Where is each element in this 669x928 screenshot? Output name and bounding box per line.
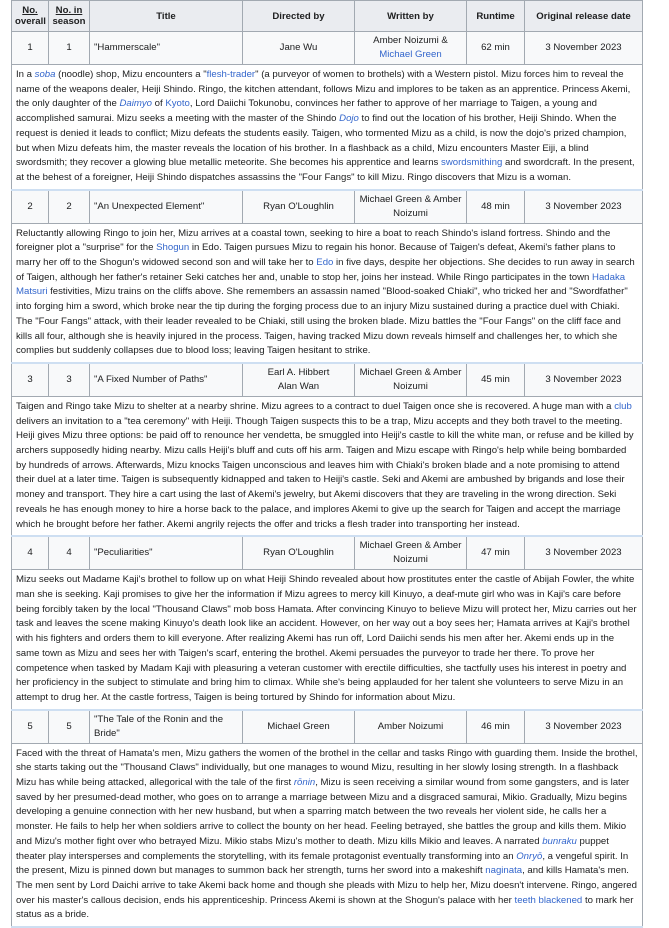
text-run: and swordcraft. In the present, at the behest of a foreigner, Heiji Shindo dispatches assassins the "Four Fangs" to kill Mizu. Ringo discovers that Mizu is a woman. [16, 157, 635, 183]
director-name: Ryan O'Loughlin [263, 200, 334, 212]
wiki-link[interactable]: club [614, 400, 632, 412]
wiki-link[interactable]: Dojo [339, 113, 359, 125]
episode-summary [12, 65, 643, 190]
episode-runtime: 48 min [467, 190, 525, 224]
episode-row [12, 190, 643, 224]
episode-number-overall: 1 [12, 32, 49, 65]
episode-number-overall: 3 [12, 363, 49, 397]
episode-number-season: 5 [49, 710, 90, 744]
episode-summary [12, 570, 643, 710]
episode-list [12, 32, 643, 928]
wiki-link[interactable]: Onryō [516, 850, 543, 862]
episode-release-date: 3 November 2023 [525, 32, 643, 65]
episode-directed-by [243, 190, 355, 224]
text-run: , Mizu is seen receiving a similar wound from some gangsters, and is later saved by her presumed-dead mother, who goes on to arrange a marriage between Mizu and a disgraced samurai, Mikio. Gradually, Mizu begins developing a genuine connection with her new husband, but when a sparring match between the two reveals her violent side, he calls her a monster. He fails to help her when soldiers arrive to collect the bounty on her head. Feeling betrayed, she battles the group and kills them. Mikio and Mizu's mother fight over who betrayed Mizu. Mikio stabs Mizu's mother to death. Mizu kills Mikio and leaves. A narrated [16, 777, 630, 847]
episode-summary-row [12, 223, 643, 363]
episode-number-overall: 2 [12, 190, 49, 224]
text-run: Reluctantly allowing Ringo to join her, Mizu arrives at a coastal town, seeking to hire a boat to reach Shindo's island fortress. Shindo and the foreigner plot a "surprise" for the [16, 227, 611, 254]
text-run: of [152, 98, 166, 110]
episode-title: "Peculiarities" [90, 536, 243, 570]
text-run: Amber Noizumi & [373, 35, 448, 46]
text-run: Michael Green & Amber Noizumi [359, 366, 462, 392]
wiki-link[interactable]: teeth blackened [514, 894, 583, 906]
wiki-link[interactable]: naginata [485, 865, 523, 877]
episode-runtime: 45 min [467, 363, 525, 397]
text-run: festivities, Mizu trains on the cliffs above. She remembers an assassin named "Blood-soaked Chiaki", who tricked her and "Swordfather" into forging him a sword, which broke near the tip during the forging process due to an injury Mizu sustained during a practice duel with Chiaki. The "Four Fangs" attack, with their leader revealed to be Chiaki, still using the broken blade. Mizu battles the "Four Fangs" on the cliff face and kills all four, although she is heavily injured in the process. Taigen, having tracked Mizu down reveals himself and challenges her, to which she complies but suddenly collapses due to blood loss; leaving Taigen hesitant to strike. [16, 286, 628, 357]
episode-summary [12, 743, 643, 927]
wiki-link[interactable]: bunraku [542, 835, 577, 847]
text-run: in five days, despite her objections. She decides to run away in search of Taigen, although her father's retainer Seki catches her and, unable to stop her, joins her instead. While Ringo participates in the town [16, 257, 635, 283]
episode-number-season: 4 [49, 536, 90, 570]
text-run: Taigen and Ringo take Mizu to shelter at a nearby shrine. Mizu agrees to a contract to duel Taigen once she is recovered. A huge man with a [16, 400, 615, 412]
episode-directed-by [243, 363, 355, 397]
episode-written-by [355, 190, 467, 224]
wiki-link[interactable]: Edo [316, 257, 334, 269]
text-run: Michael Green & Amber Noizumi [359, 193, 462, 219]
text-run: (noodle) shop, Mizu encounters a " [55, 69, 207, 80]
text-run: In a [16, 69, 35, 80]
wiki-link[interactable]: swordsmithing [441, 157, 503, 169]
episode-summary-row [12, 570, 643, 710]
episode-number-season: 1 [49, 32, 90, 65]
episode-summary [12, 223, 643, 363]
episode-row [12, 32, 643, 65]
episode-row [12, 710, 643, 744]
col-header-runtime: Runtime [467, 1, 525, 32]
episode-written-by [355, 536, 467, 570]
text-run: delivers an invitation to a "tea ceremony" with Heiji. Though Taigen suspects this to be a trap, Mizu accepts and they both travel to the meeting. Heiji gives Mizu three options: be paid off to renounce her vendetta, be smuggled into Heiji's castle to kill the white man, or refuse and be killed by archers supposedly hiding nearby. Mizu calls Heiji's bluff and cuts off his arm. Taigen and Mizu escape with Ringo's help while being bombarded by hundreds of arrows. Afterwards, Mizu knocks Taigen unconscious and leaves him with Chiaki's broken blade and a note promising to attend their duel at a later time. Taigen is subsequently kidnapped and taken to Heiji's castle. Seki and Akemi are ambushed by brigands and lose their money and transport. They hire a cart using the last of Akemi's jewelry, but Akemi discovers that they are traveling in the wrong direction. Seki reveals he has enough money to hire a horse back to the palace, and implores Akemi to give up the search for Taigen and accept the marriage which he brought before her father. Akemi angrily rejects the offer and tricks a flesh trader into transporting her instead. [16, 415, 634, 530]
text-run: Amber Noizumi [377, 720, 444, 732]
episode-directed-by [243, 536, 355, 570]
episode-number-season: 2 [49, 190, 90, 224]
text-run: Michael Green & Amber Noizumi [359, 540, 462, 566]
col-header-no-overall[interactable]: No. overall [12, 1, 49, 32]
episode-title: "The Tale of the Ronin and the Bride" [90, 710, 243, 744]
wiki-link[interactable]: flesh-trader [206, 69, 256, 80]
text-run: , and kills Hamata's men. The men sent by Lord Daichi arrive to take Akemi back home and though she pleads with Mizu to help her, Mizu doesn't intervene. Ringo, angered over his master's callous decision, ends his apprenticeship. Princess Akemi is shown at the Shogun's palace with her [16, 865, 637, 906]
episode-runtime: 62 min [467, 32, 525, 65]
wiki-link[interactable]: rōnin [293, 777, 316, 789]
col-header-directed-by: Directed by [243, 1, 355, 32]
episode-summary-row [12, 65, 643, 190]
wiki-link[interactable]: Daimyo [119, 98, 153, 110]
text-run: in Edo. Taigen pursues Mizu to regain his honor. Because of Taigen's defeat, Akemi's father plans to marry her off to the Shogun's widowed second son and will take her to [16, 242, 616, 269]
wiki-link[interactable]: Hadaka Matsuri [16, 271, 626, 298]
text-run: , a vengeful spirit. In the present, Mizu is pinned down but manages to summon back her strength, turns her sword into a makeshift [16, 850, 629, 877]
episode-number-overall: 4 [12, 536, 49, 570]
episode-release-date: 3 November 2023 [525, 190, 643, 224]
episode-directed-by [243, 710, 355, 744]
director-name: Michael Green [267, 720, 330, 732]
director-name: Earl A. Hibbert [267, 366, 330, 378]
wiki-link[interactable]: Michael Green [379, 49, 442, 60]
col-header-written-by: Written by [355, 1, 467, 32]
episode-title: "An Unexpected Element" [90, 190, 243, 224]
col-header-title: Title [90, 1, 243, 32]
episode-written-by [355, 363, 467, 397]
episode-summary-row [12, 743, 643, 927]
col-header-no-season[interactable]: No. in season [49, 1, 90, 32]
episode-release-date: 3 November 2023 [525, 710, 643, 744]
header-row [12, 1, 643, 32]
episode-written-by [355, 710, 467, 744]
col-header-release-date: Original release date [525, 1, 643, 32]
text-run: Faced with the threat of Hamata's men, Mizu gathers the women of the brothel in the cellar and tasks Ringo with guarding them. Inside the brothel, she starts taking out the "Thousand Claws" individually, but one manages to wound Mizu, resulting in her slowly losing strength. In a flashback Mizu has while being attacked, allegorical with the tale of the first [16, 747, 638, 789]
text-run: to mark her status as a bride. [16, 894, 634, 921]
episode-title: "A Fixed Number of Paths" [90, 363, 243, 397]
episode-number-overall: 5 [12, 710, 49, 744]
episode-release-date: 3 November 2023 [525, 363, 643, 397]
episode-release-date: 3 November 2023 [525, 536, 643, 570]
episode-row [12, 536, 643, 570]
episode-table [11, 0, 643, 928]
episode-number-season: 3 [49, 363, 90, 397]
wiki-link[interactable]: Kyoto [165, 98, 190, 110]
director-name: Alan Wan [277, 380, 320, 392]
text-run: Mizu seeks out Madame Kaji's brothel to follow up on what Heiji Shindo revealed about how prostitutes enter the castle of Abijah Fowler, the white man she is seeking. Kaji promises to give her the information if Mizu agrees to mercy kill Kinuyo, a deaf-mute girl who was in Kaji's care before being forcibly taken by the local "Thousand Claws" mob boss Hamata. After convincing Kinuyo to believe Mizu will protect her, Mizu carries out her task and leaves the scene making Kinuyo's death look like an accident. However, on her way out a boy sees her; Hamata arrives at Kaji's brothel with his fighters and orders them to kill everyone. After realizing Akemi has run off, Lord Daiichi sends his men after her. Akemi ends up in the same town as Mizu and sees her with Taigen's scarf, entering the brothel. Akemi persuades the purveyor to trade her there. To prove her competence when tasked by Madam Kaji with pleasuring a veteran customer with erectile difficulties, she tactfully uses his interest in poetry and her proficiency in the subject to stimulate and bring him to climax. While she's being applauded for her talent she volunteers to serve Mizu in an attempt to drug her. At the castle fortress, Taigen is being tortured by Shindo for information about Mizu. [16, 574, 637, 703]
wiki-link[interactable]: Shogun [156, 242, 190, 254]
episode-summary-row [12, 396, 643, 536]
text-run: , Lord Daiichi Tokunobu, convinces her father to approve of her marriage to Taigen, a young and accomplished samurai. Mizu seeks a meeting with the master of the Shindo [16, 98, 598, 125]
text-run: puppet theater play intersperses and complements the storytelling, with its female protagonist eventually transforming into an [16, 835, 609, 862]
text-run: " (a purveyor of women to brothels) with a Western pistol. Mizu forces him to reveal the name of the weapons dealer, Heiji Shindo. Ringo, the kitchen attendant, follows Mizu and implores to be taken as an apprentice. Princess Akemi, the only daughter of the [16, 69, 631, 110]
episode-written-by [355, 32, 467, 65]
episode-title: "Hammerscale" [90, 32, 243, 65]
episode-summary [12, 396, 643, 536]
director-name: Ryan O'Loughlin [263, 547, 334, 559]
episode-row [12, 363, 643, 397]
director-name: Jane Wu [279, 42, 318, 53]
text-run: to find out the location of his brother, Heiji Shindo. When the request is denied it leads to conflict; Mizu defeats the students easily. Taigen, who tormented Mizu as a child, is now the dojo's prized champion, but when Mizu defeats him, the master reveals the location of his brother. In a flashback as a child, Mizu encounters Master Eiji, a blind swordsmith; they recover a glowing blue metallic meteorite. She becomes his apprentice and learns [16, 113, 627, 169]
episode-runtime: 46 min [467, 710, 525, 744]
episode-directed-by [243, 32, 355, 65]
wiki-link[interactable]: soba [34, 69, 56, 80]
episode-runtime: 47 min [467, 536, 525, 570]
